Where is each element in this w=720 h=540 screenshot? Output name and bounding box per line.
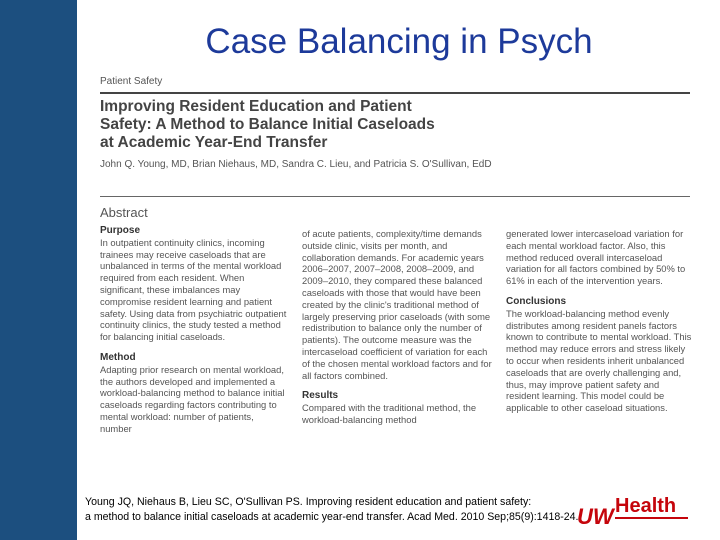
method-text-continued: of acute patients, complexity/time demands outside clinic, visits per month, and collaboration demands. For academic years 2006–2007, 2007–2008, 2008–2009, and 2009–2010, they compared these balanced caseloads with those that would have been created by the clinic's traditional method of largely preserving prior caseloads (with some redistribution to balance only the number of patients). The outcome measure was the intercaseload coefficient of variation for each of the chosen mental workload factors and for all factors combined. — [302, 228, 492, 381]
abstract-column-1 — [100, 225, 288, 444]
conclusions-text: The workload-balancing method evenly distributes among resident panels factors known to contribute to mental workload. This method may reduce errors and stress likely to occur when residents inherit unbalanced caseloads that are overly challenging and, thus, may improve patient safety and resident learning. This model could be applicable to other caseload situations. — [506, 307, 692, 414]
method-heading: Method — [100, 351, 136, 363]
citation-line-1: Young JQ, Niehaus B, Lieu SC, O'Sullivan PS. Improving resident education and patient safety: — [85, 496, 532, 508]
results-heading: Results — [302, 390, 339, 402]
results-text-continued: generated lower intercaseload variation for each mental workload factor. Also, this method reduced overall intercaseload variation for all factors combined by 50% to 61% in each of the intervention years. — [506, 228, 686, 287]
purpose-heading: Purpose — [100, 225, 141, 236]
abstract-label: Abstract — [100, 205, 148, 220]
citation-line-2: a method to balance initial caseloads at academic year-end transfer. Acad Med. 2010 Sep;85(9):1418-24. — [85, 511, 579, 523]
abstract-divider — [100, 196, 690, 197]
abstract-column-2 — [302, 228, 492, 435]
slide-title: Case Balancing in Psych — [205, 22, 593, 61]
article-headline — [100, 98, 520, 152]
purpose-text: In outpatient continuity clinics, incoming trainees may receive caseloads that are unbalanced in terms of the mental workload required from each resident. When significant, these imbalances may compromise resident learning and patient safety. Using data from psychiatric outpatient continuity clinics, the study tested a method for balancing initial caseloads. — [100, 236, 287, 343]
results-text: Compared with the traditional method, the workload-balancing method — [302, 402, 477, 425]
header-divider — [100, 92, 690, 94]
logo-uw-text: UW — [577, 504, 614, 528]
uw-health-logo — [577, 490, 689, 528]
slide-sidebar-bar — [0, 0, 77, 540]
logo-health-text: Health — [615, 495, 677, 517]
article-image — [92, 68, 702, 470]
headline-line-3: at Academic Year-End Transfer — [100, 134, 328, 151]
article-section-tag: Patient Safety — [100, 76, 163, 87]
headline-line-1: Improving Resident Education and Patient — [100, 98, 412, 115]
conclusions-heading: Conclusions — [506, 295, 567, 307]
abstract-column-3 — [506, 228, 692, 423]
headline-line-2: Safety: A Method to Balance Initial Caseloads — [100, 116, 435, 133]
logo-underline — [615, 517, 688, 519]
article-authors: John Q. Young, MD, Brian Niehaus, MD, Sandra C. Lieu, and Patricia S. O'Sullivan, EdD — [100, 159, 492, 170]
citation — [85, 495, 605, 525]
method-text: Adapting prior research on mental workload, the authors developed and implemented a workload-balancing method to balance initial caseloads regarding factors contributing to mental workload: number of patients, number — [100, 363, 285, 434]
